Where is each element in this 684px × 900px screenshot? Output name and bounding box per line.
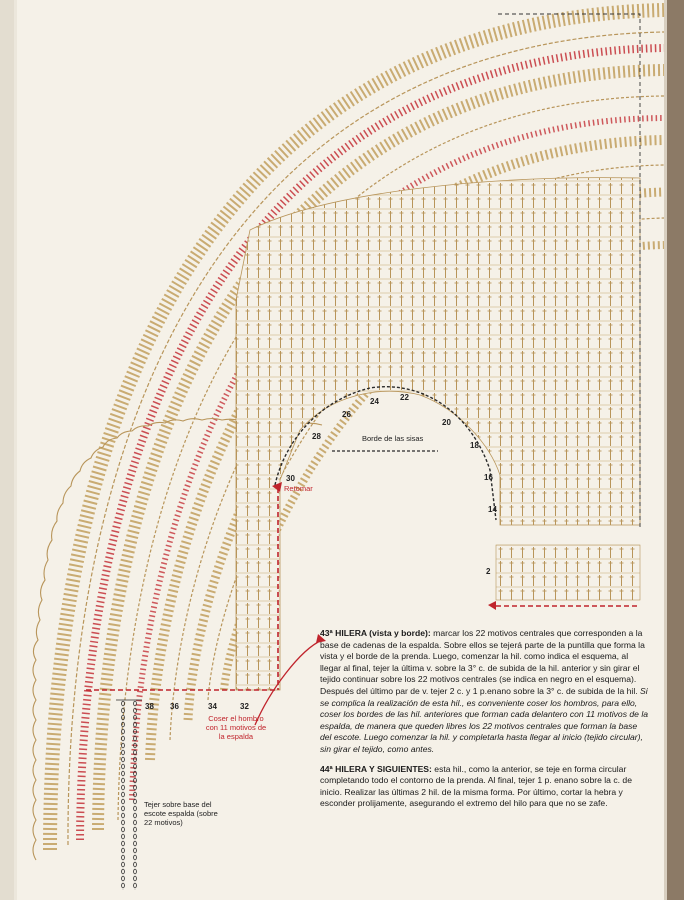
row-number-14: 14 bbox=[488, 505, 497, 514]
row43-text: marcar los 22 motivos centrales que corresponden a la base de cadenas de la espalda. Sobre ellos se tejerá parte de la puntilla que forma la vista y el borde de la prenda. Luego, comenzar la hil. como indica el esquema, al llegar al final, tejer la última v. sobre la 3° c. de subida de la hil. anterior y sin girar el tejido continuar sobre los 22 motivos centrales (se indica en negro en el esquema). Después del último par de v. tejer 2 c. y 1 p.enano sobre la 3° c. de subida de la hil. bbox=[320, 628, 645, 696]
label-neckline-edge: Borde de las sisas bbox=[362, 434, 424, 443]
row-number-34: 34 bbox=[208, 702, 217, 711]
row43-paragraph bbox=[320, 628, 650, 756]
row43-italic: Si se complica la realización de esta hil., es conveniente coser los hombros, para ello, coser los bordes de las hil. anteriores que forman cada delantero con 11 motivos de la espalda, de manera que queden libres los 22 motivos centrales que forman la base del escote. Luego comenzar la hil. y completarla hasta llegar al inicio (tejido circular), sin girar el tejido, como antes. bbox=[320, 685, 649, 754]
row-number-24: 24 bbox=[370, 397, 379, 406]
row44-paragraph bbox=[320, 764, 650, 810]
row-number-32: 32 bbox=[240, 702, 249, 711]
row-number-30: 30 bbox=[286, 474, 295, 483]
row-number-36: 36 bbox=[170, 702, 179, 711]
row44-title: 44ª HILERA Y SIGUIENTES: bbox=[320, 763, 432, 774]
label-retomar: Retomar bbox=[284, 484, 313, 493]
row-number-26: 26 bbox=[342, 410, 351, 419]
instructions bbox=[320, 628, 650, 818]
row44-text: esta hil., como la anterior, se teje en forma circular completando todo el contorno de la prenda. Al final, tejer 1 p. enano sobre la c. de inicio. Realizar las últimas 2 hil. de la misma forma. Por último, cortar la hebra y esconder prolijamente, asegurando el extremo del hilo para que no se zafe. bbox=[320, 763, 632, 809]
row-number-38: 38 bbox=[145, 702, 154, 711]
row43-title: 43ª HILERA (vista y borde): bbox=[320, 628, 431, 638]
row-number-16: 16 bbox=[484, 473, 493, 482]
row-number-18: 18 bbox=[470, 441, 479, 450]
row-number-20: 20 bbox=[442, 418, 451, 427]
label-weave-over: Tejer sobre base del escote espalda (sobre 22 motivos) bbox=[144, 800, 218, 827]
label-sew-shoulder: Coser el hombro con 11 motivos de la espalda bbox=[205, 714, 267, 741]
row-number-2: 2 bbox=[486, 567, 491, 576]
row-number-22: 22 bbox=[400, 393, 409, 402]
row-number-28: 28 bbox=[312, 432, 321, 441]
fabric-strip bbox=[496, 545, 640, 600]
